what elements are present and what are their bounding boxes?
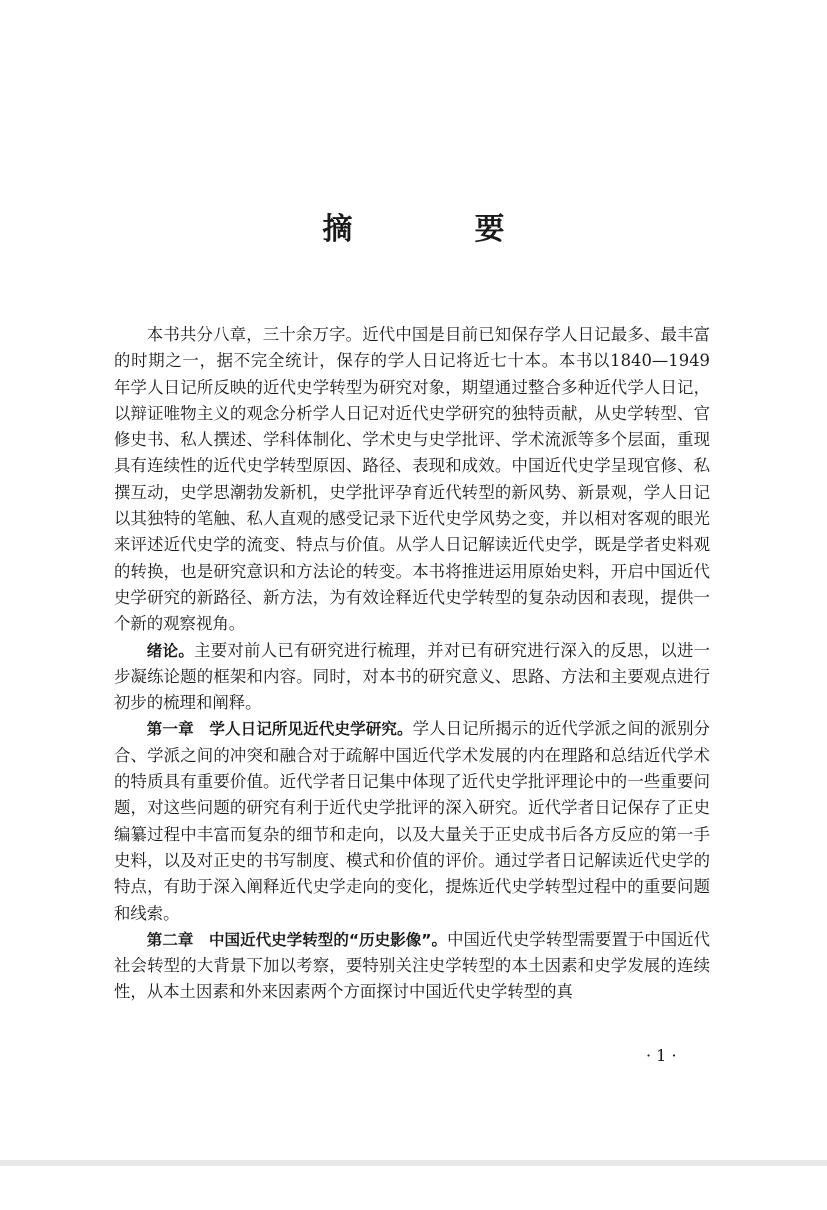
paragraph-text: 主要对前人已有研究进行梳理，并对已有研究进行深入的反思，以进一步凝练论题的框架和内容。同时，对本书的研究意义、思路、方法和主要观点进行初步的梳理和阐释。 bbox=[114, 640, 710, 713]
paragraph-chapter-2 bbox=[114, 927, 710, 1006]
paragraph-chapter-1 bbox=[114, 716, 710, 926]
page-number: · 1 · bbox=[646, 1046, 677, 1065]
paragraph-intro bbox=[114, 322, 710, 638]
abstract-body bbox=[114, 322, 710, 1006]
page-title: 摘 要 bbox=[322, 212, 551, 247]
paragraph-text: 中国近代史学转型需要置于中国近代社会转型的大背景下加以考察，要特别关注史学转型的本土因素和史学发展的连续性，从本土因素和外来因素两个方面探讨中国近代史学转型的真 bbox=[114, 929, 710, 1002]
paragraph-heading: 第二章 中国近代史学转型的“历史影像”。 bbox=[146, 930, 448, 949]
paragraph-text: 学人日记所揭示的近代学派之间的派别分合、学派之间的冲突和融合对于疏解中国近代学术发展的内在理路和总结近代学术的特质具有重要价值。近代学者日记集中体现了近代史学批评理论中的一些重要问题，对这些问题的研究有利于近代史学批评的深入研究。近代学者日记保存了正史编纂过程中丰富而复杂的细节和走向，以及大量关于正史成书后各方反应的第一手史料，以及对正史的书写制度、模式和价值的评价。通过学者日记解读近代史学的特点，有助于深入阐释近代史学走向的变化，提炼近代史学转型过程中的重要问题和线索。 bbox=[114, 719, 710, 923]
viewer-bottom-edge bbox=[0, 1160, 827, 1210]
paragraph-text: 本书共分八章，三十余万字。近代中国是目前已知保存学人日记最多、最丰富的时期之一，据不完全统计，保存的学人日记将近七十本。本书以1840—1949 年学人日记所反映的近代史学转型为研究对象，期望通过整合多种近代学人日记，以辩证唯物主义的观念分析学人日记对近代史学研究的独特贡献，从史学转型、官修史书、私人撰述、学科体制化、学术史与史学批评、学术流派等多个层面，重现具有连续性的近代史学转型原因、路径、表现和成效。中国近代史学呈现官修、私撰互动，史学思潮勃发新机，史学批评孕育近代转型的新风势、新景观，学人日记以其独特的笔触、私人直观的感受记录下近代史学风势之变，并以相对客观的眼光来评述近代史学的流变、特点与价值。从学人日记解读近代史学，既是学者史料观的转换，也是研究意识和方法论的转变。本书将推进运用原始史料，开启中国近代史学研究的新路径、新方法，为有效诠释近代史学转型的复杂动因和表现，提供一个新的观察视角。 bbox=[114, 325, 710, 634]
paragraph-introduction-chapter bbox=[114, 638, 710, 717]
paragraph-heading: 绪论。 bbox=[146, 641, 195, 660]
paragraph-heading: 第一章 学人日记所见近代史学研究。 bbox=[146, 720, 413, 739]
